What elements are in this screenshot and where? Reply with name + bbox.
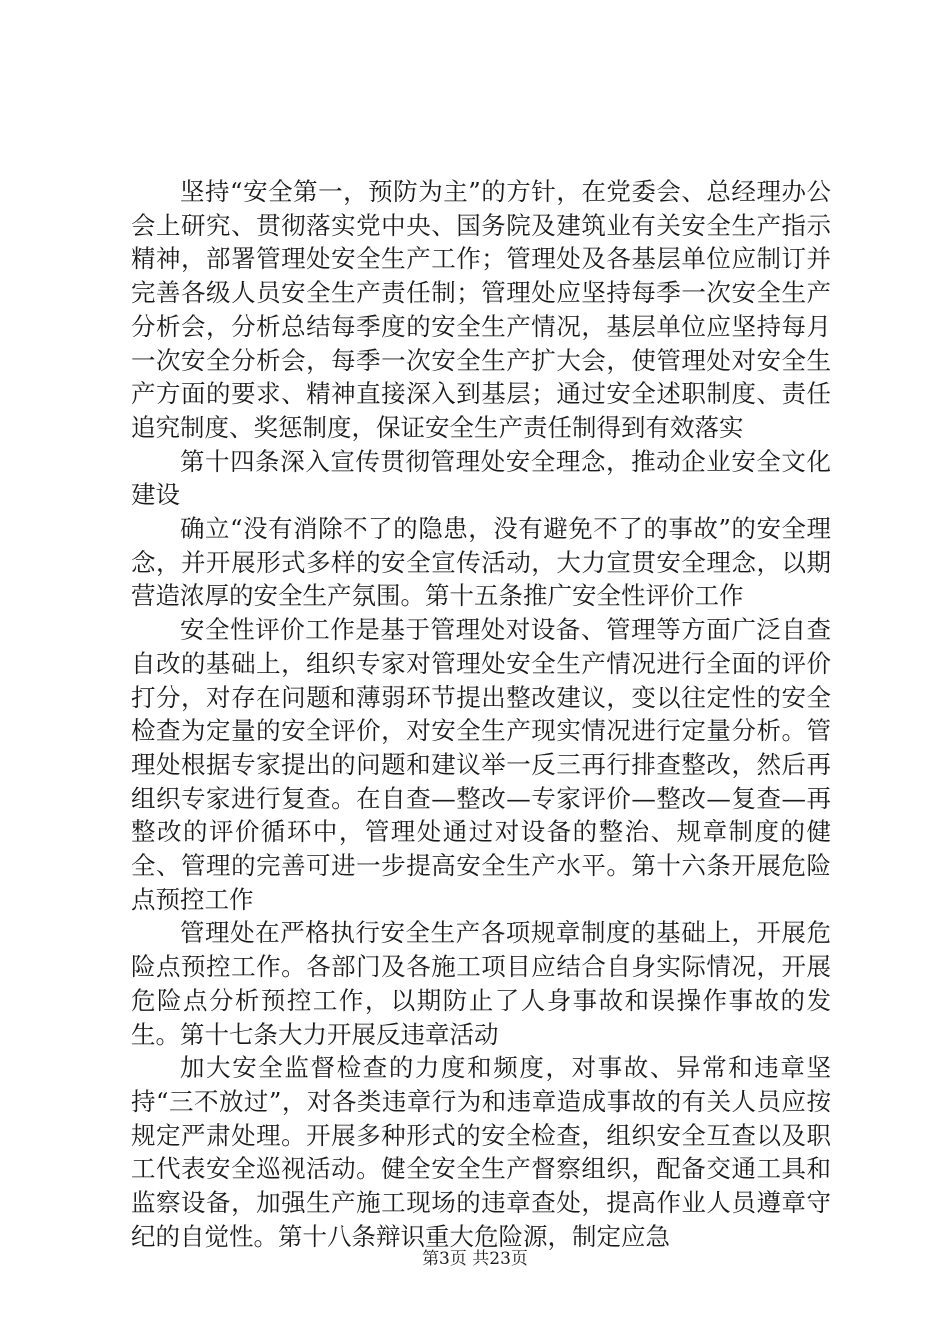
- paragraph-4: 安全性评价工作是基于管理处对设备、管理等方面广泛自查自改的基础上，组织专家对管理处安全生产情况进行全面的评价打分，对存在问题和薄弱环节提出整改建议，变以往定性的安全检查为定量的安全评价，对安全生产现实情况进行定量分析。管理处根据专家提出的问题和建议举一反三再行排查整改，然后再组织专家进行复查。在自查—整改—专家评价—整改—复查—再整改的评价循环中，管理处通过对设备的整治、规章制度的健全、管理的完善可进一步提高安全生产水平。第十六条开展危险点预控工作: [131, 615, 831, 914]
- paragraph-2: 第十四条深入宣传贯彻管理处安全理念，推动企业安全文化建设: [131, 446, 831, 510]
- paragraph-1: 坚持“安全第一，预防为主”的方针，在党委会、总经理办公会上研究、贯彻落实党中央、国务院及建筑业有关安全生产指示精神，部署管理处安全生产工作；管理处及各基层单位应制订并完善各级人员安全生产责任制；管理处应坚持每季一次安全生产分析会，分析总结每季度的安全生产情况，基层单位应坚持每月一次安全分析会，每季一次安全生产扩大会，使管理处对安全生产方面的要求、精神直接深入到基层；通过安全述职制度、责任追究制度、奖惩制度，保证安全生产责任制得到有效落实: [131, 177, 831, 442]
- paragraph-3: 确立“没有消除不了的隐患，没有避免不了的事故”的安全理念，并开展形式多样的安全宣传活动，大力宣贯安全理念，以期营造浓厚的安全生产氛围。第十五条推广安全性评价工作: [131, 514, 831, 611]
- paragraph-5: 管理处在严格执行安全生产各项规章制度的基础上，开展危险点预控工作。各部门及各施工项目应结合自身实际情况，开展危险点分析预控工作，以期防止了人身事故和误操作事故的发生。第十七条大力开展反违章活动: [131, 918, 831, 1049]
- document-body: [131, 175, 831, 1254]
- paragraph-6: 加大安全监督检查的力度和频度，对事故、异常和违章坚持“三不放过”，对各类违章行为和违章造成事故的有关人员应按规定严肃处理。开展多种形式的安全检查，组织安全互查以及职工代表安全巡视活动。健全安全生产督察组织，配备交通工具和监察设备，加强生产施工现场的违章查处，提高作业人员遵章守纪的自觉性。第十八条辩识重大危险源，制定应急: [131, 1053, 831, 1251]
- page-number-footer: 第3页 共23页: [422, 1249, 528, 1269]
